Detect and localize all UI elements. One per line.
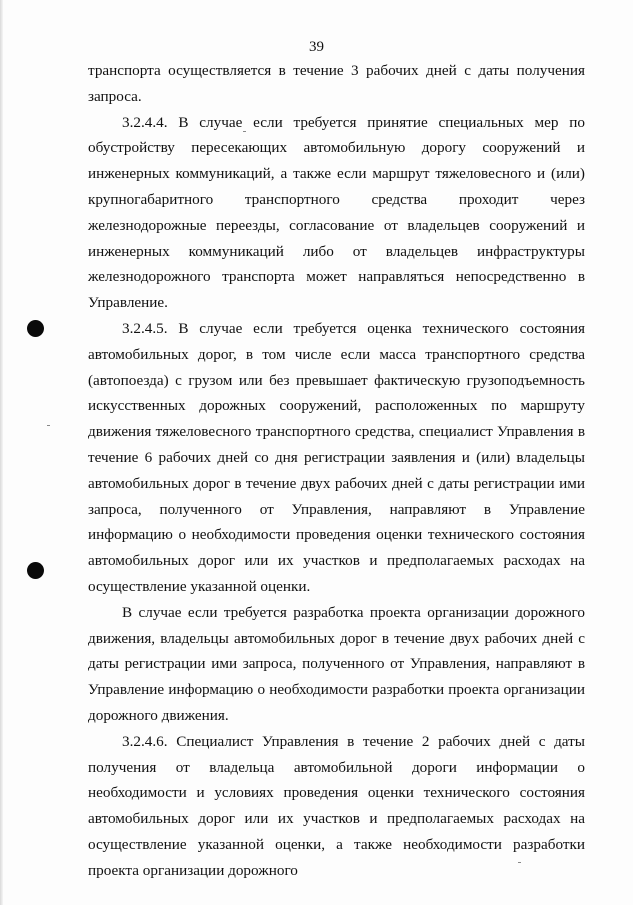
scan-speck	[518, 862, 521, 863]
scan-speck	[47, 425, 50, 426]
paragraph-3-2-4-4: 3.2.4.4. В случае если требуется принятие специальных мер по обустройству пересекающих автомобильную дорогу сооружений и инженерных коммуникаций, а также если маршрут тяжеловесного и (или) крупногабаритного транспортного средства проходит через железнодорожные переезды, согласование от владельцев сооружений и инженерных коммуникаций либо от владельцев инфраструктуры железнодорожного транспорта может направляться непосредственно в Управление.	[88, 113, 585, 312]
scan-speck	[243, 131, 246, 132]
paragraph-3-2-4-5: 3.2.4.5. В случае если требуется оценка технического состояния автомобильных дорог, в том числе если масса транспортного средства (автопоезда) с грузом или без превышает фактическую грузоподъемность искусственных дорожных сооружений, расположенных по маршруту движения тяжеловесного транспортного средства, специалист Управления в течение 6 рабочих дней со дня регистрации заявления и (или) владельцы автомобильных дорог в течение двух рабочих дней с даты регистрации ими запроса, полученного от Управления, направляют в Управление информацию о необходимости проведения оценки технического состояния автомобильных дорог или их участков и предполагаемых расходах на осуществление указанной оценки.	[88, 319, 585, 595]
paragraph-3-2-4-6: 3.2.4.6. Специалист Управления в течение 2 рабочих дней с даты получения от владельца автомобильной дороги информации о необходимости и условиях проведения оценки технического состояния автомобильных дорог или их участков и предполагаемых расходах на осуществление указанной оценки, а также необходимости разработки проекта организации дорожного	[88, 732, 585, 879]
paragraph-continuation: транспорта осуществляется в течение 3 рабочих дней с даты получения запроса.	[88, 62, 585, 105]
scan-edge	[0, 0, 3, 905]
page-number: 39	[309, 39, 324, 55]
punch-hole-top	[27, 320, 44, 337]
document-body	[88, 58, 585, 884]
punch-hole-bottom	[27, 562, 44, 579]
paragraph-traffic-project: В случае если требуется разработка проекта организации дорожного движения, владельцы автомобильных дорог в течение двух рабочих дней с даты регистрации ими запроса, полученного от Управления, направляют в Управление информацию о необходимости разработки проекта организации дорожного движения.	[88, 603, 585, 724]
